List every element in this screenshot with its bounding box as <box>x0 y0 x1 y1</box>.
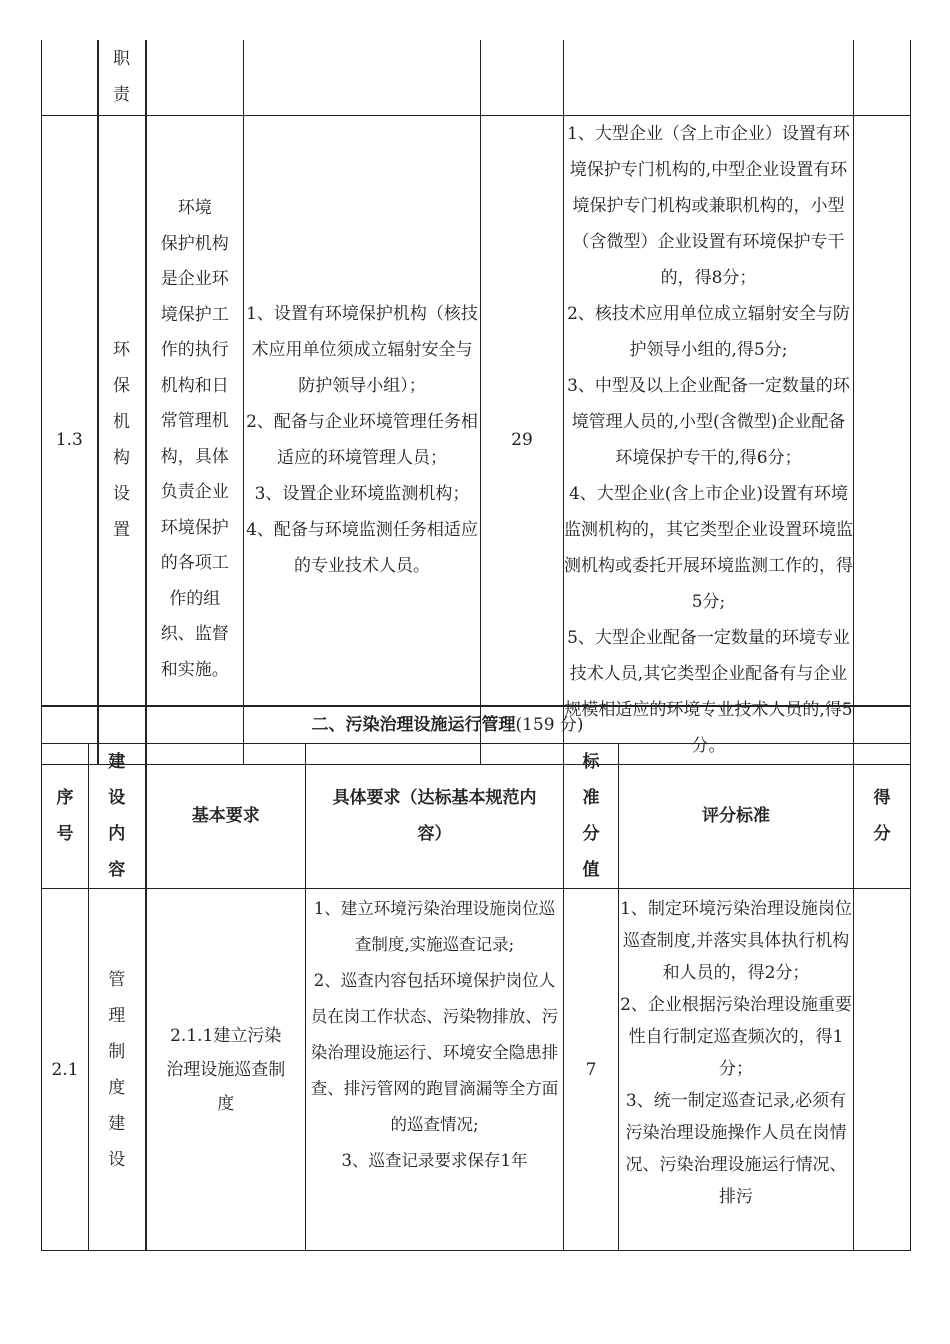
table-row <box>42 115 911 764</box>
header-criteria: 评分标准 <box>619 744 854 889</box>
construction-content-cell: 职 责 <box>98 40 146 115</box>
points-cell: 29 <box>481 115 564 764</box>
points-cell: 7 <box>564 889 619 1251</box>
basic-requirement-cell: 环境 保护机构 是企业环 境保护工 作的执行 机构和日 常管理机 构，具体 负责企业 环境保护 的各项工 作的组 织、监督 和实施。 <box>146 115 244 764</box>
table-row <box>42 889 911 1251</box>
header-row <box>42 744 911 889</box>
construction-content-cell: 管 理 制 度 建 设 <box>89 889 146 1251</box>
section-title: 二、污染治理设施运行管理(159 分) <box>42 706 854 744</box>
header-score: 得 分 <box>854 744 911 889</box>
specific-requirement-cell: 1、设置有环境保护机构（核技术应用单位须成立辐射安全与防护领导小组）； 2、配备与企业环境管理任务相适应的环境管理人员； 3、设置企业环境监测机构； 4、配备与环境监测任务相适应的专业技术人员。 <box>244 115 481 764</box>
header-seq: 序 号 <box>42 744 89 889</box>
seq-cell: 1.3 <box>42 115 98 764</box>
header-basic: 基本要求 <box>146 744 306 889</box>
basic-requirement-cell: 2.1.1建立污染 治理设施巡查制 度 <box>146 889 306 1251</box>
section2-table <box>41 705 911 1251</box>
table-row <box>42 40 911 115</box>
top-table <box>41 40 911 765</box>
header-specific: 具体要求（达标基本规范内 容） <box>306 744 564 889</box>
seq-cell: 2.1 <box>42 889 89 1251</box>
section-title-row <box>42 706 911 744</box>
specific-requirement-cell: 1、建立环境污染治理设施岗位巡查制度,实施巡查记录; 2、巡查内容包括环境保护岗位人员在岗工作状态、污染物排放、污染治理设施运行、环境安全隐患排查、排污管网的跑冒滴漏等全方面的巡查情况; 3、巡查记录要求保存1年 <box>306 889 564 1251</box>
score-cell <box>854 115 911 764</box>
header-content: 建 设 内 容 <box>89 744 146 889</box>
header-points: 标 准 分 值 <box>564 744 619 889</box>
construction-content-cell: 环 保 机 构 设 置 <box>98 115 146 764</box>
score-cell <box>854 889 911 1251</box>
scoring-criteria-cell: 1、大型企业（含上市企业）设置有环境保护专门机构的,中型企业设置有环境保护专门机构或兼职机构的，小型（含微型）企业设置有环境保护专干的，得8分； 2、核技术应用单位成立辐射安全与防护领导小组的,得5分; 3、中型及以上企业配备一定数量的环境管理人员的,小型(含微型)企业配备环境保护专干的,得6分； 4、大型企业(含上市企业)设置有环境监测机构的，其它类型企业设置环境监测机构或委托开展环境监测工作的，得5分; 5、大型企业配备一定数量的环境专业技术人员,其它类型企业配备有与企业规模相适应的环境专业技术人员的,得5分。 <box>564 115 854 764</box>
scoring-criteria-cell: 1、制定环境污染治理设施岗位巡查制度,并落实具体执行机构和人员的，得2分； 2、企业根据污染治理设施重要性自行制定巡查频次的，得1分； 3、统一制定巡查记录,必须有污染治理设施操作人员在岗情况、污染治理设施运行情况、排污 <box>619 889 854 1251</box>
